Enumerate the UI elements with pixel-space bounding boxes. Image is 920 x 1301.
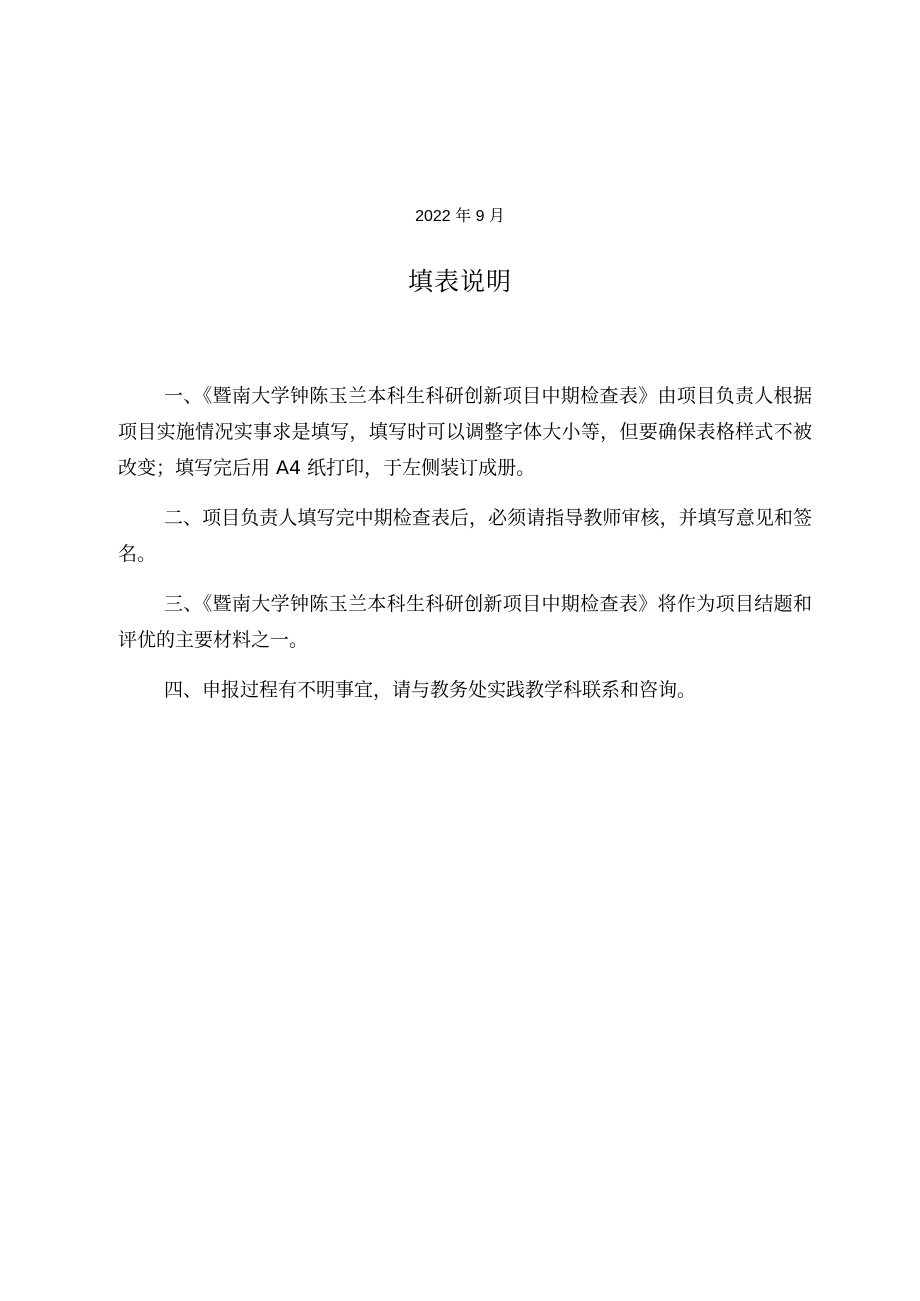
instructions-title: 填表说明 (407, 267, 512, 296)
instructions-body (118, 378, 812, 708)
document-date: 2022 年 9 月 (415, 208, 505, 225)
instruction-paragraph-3: 三、《暨南大学钟陈玉兰本科生科研创新项目中期检查表》将作为项目结题和评优的主要材料之一。 (118, 593, 812, 651)
instruction-paragraph-2: 二、项目负责人填写完中期检查表后，必须请指导教师审核，并填写意见和签名。 (118, 507, 812, 565)
instruction-paragraph-1: 一、《暨南大学钟陈玉兰本科生科研创新项目中期检查表》由项目负责人根据项目实施情况实事求是填写，填写时可以调整字体大小等，但要确保表格样式不被改变；填写完后用 A4 纸打印，于左侧装订成册。 (118, 385, 812, 479)
instruction-paragraph-4: 四、申报过程有不明事宜，请与教务处实践教学科联系和咨询。 (164, 679, 697, 701)
